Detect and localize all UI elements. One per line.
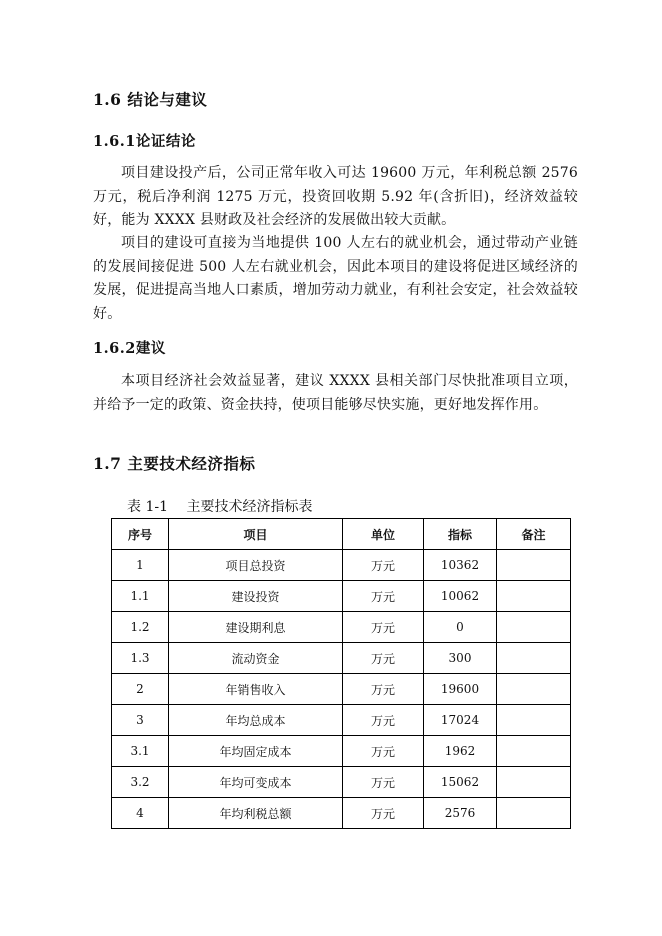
cell-item: 建设期利息 (169, 612, 343, 643)
table-row (112, 674, 571, 705)
cell-seq: 1 (112, 550, 169, 581)
cell-note (497, 736, 571, 767)
cell-value: 1962 (424, 736, 497, 767)
table-title: 主要技术经济指标表 (186, 499, 313, 515)
header-item: 项目 (169, 519, 343, 550)
cell-item: 年均利税总额 (169, 798, 343, 829)
section-title: 结论与建议 (127, 90, 208, 109)
paragraph-conclusion-economic: 项目建设投产后，公司正常年收入可达 19600 万元，年利税总额 2576 万元，税后净利润 1275 万元，投资回收期 5.92 年(含折旧)，经济效益较好，能为 XXXX 县财政及社会经济的发展做出较大贡献。 (93, 165, 578, 228)
table-row (112, 612, 571, 643)
cell-seq: 1.2 (112, 612, 169, 643)
header-unit: 单位 (343, 519, 424, 550)
cell-value: 15062 (424, 767, 497, 798)
cell-item: 年均总成本 (169, 705, 343, 736)
table-row (112, 550, 571, 581)
section-heading-1-6-2: 1.6.2建议 (93, 340, 166, 357)
cell-unit: 万元 (343, 612, 424, 643)
cell-item: 流动资金 (169, 643, 343, 674)
table-row (112, 767, 571, 798)
cell-item: 年均可变成本 (169, 767, 343, 798)
table-row (112, 705, 571, 736)
section-heading-1-6-1: 1.6.1论证结论 (93, 133, 196, 150)
cell-seq: 3.2 (112, 767, 169, 798)
cell-note (497, 798, 571, 829)
table-row (112, 581, 571, 612)
section-heading-1-7 (93, 452, 255, 474)
header-seq: 序号 (112, 519, 169, 550)
cell-seq: 3 (112, 705, 169, 736)
cell-note (497, 767, 571, 798)
cell-value: 300 (424, 643, 497, 674)
cell-unit: 万元 (343, 736, 424, 767)
header-note: 备注 (497, 519, 571, 550)
cell-note (497, 612, 571, 643)
paragraph-suggestion: 本项目经济社会效益显著，建议 XXXX 县相关部门尽快批准项目立项，并给予一定的政策、资金扶持，使项目能够尽快实施，更好地发挥作用。 (93, 373, 578, 413)
cell-unit: 万元 (343, 581, 424, 612)
cell-value: 19600 (424, 674, 497, 705)
cell-seq: 1.1 (112, 581, 169, 612)
cell-note (497, 674, 571, 705)
cell-unit: 万元 (343, 550, 424, 581)
header-value: 指标 (424, 519, 497, 550)
table-caption (127, 496, 326, 516)
cell-item: 项目总投资 (169, 550, 343, 581)
cell-unit: 万元 (343, 705, 424, 736)
cell-unit: 万元 (343, 798, 424, 829)
cell-unit: 万元 (343, 767, 424, 798)
cell-value: 0 (424, 612, 497, 643)
cell-value: 10362 (424, 550, 497, 581)
table-row (112, 643, 571, 674)
cell-note (497, 581, 571, 612)
indicator-table (111, 518, 571, 829)
cell-value: 17024 (424, 705, 497, 736)
table-header-row (112, 519, 571, 550)
cell-seq: 3.1 (112, 736, 169, 767)
cell-value: 2576 (424, 798, 497, 829)
cell-seq: 1.3 (112, 643, 169, 674)
section-number: 1.6 (93, 90, 122, 109)
section-number: 1.7 (93, 454, 122, 473)
table-row (112, 798, 571, 829)
cell-unit: 万元 (343, 674, 424, 705)
cell-seq: 4 (112, 798, 169, 829)
table-row (112, 736, 571, 767)
section-heading-1-6 (93, 88, 207, 110)
cell-item: 建设投资 (169, 581, 343, 612)
cell-note (497, 705, 571, 736)
paragraph-conclusion-social: 项目的建设可直接为当地提供 100 人左右的就业机会，通过带动产业链的发展间接促进 500 人左右就业机会，因此本项目的建设将促进区域经济的发展，促进提高当地人口素质，增加劳动力就业，有利社会安定，社会效益较好。 (93, 235, 578, 322)
cell-unit: 万元 (343, 643, 424, 674)
cell-value: 10062 (424, 581, 497, 612)
cell-seq: 2 (112, 674, 169, 705)
cell-note (497, 643, 571, 674)
cell-item: 年销售收入 (169, 674, 343, 705)
section-title: 主要技术经济指标 (127, 454, 256, 473)
cell-note (497, 550, 571, 581)
table-number: 表 1-1 (127, 499, 168, 515)
cell-item: 年均固定成本 (169, 736, 343, 767)
